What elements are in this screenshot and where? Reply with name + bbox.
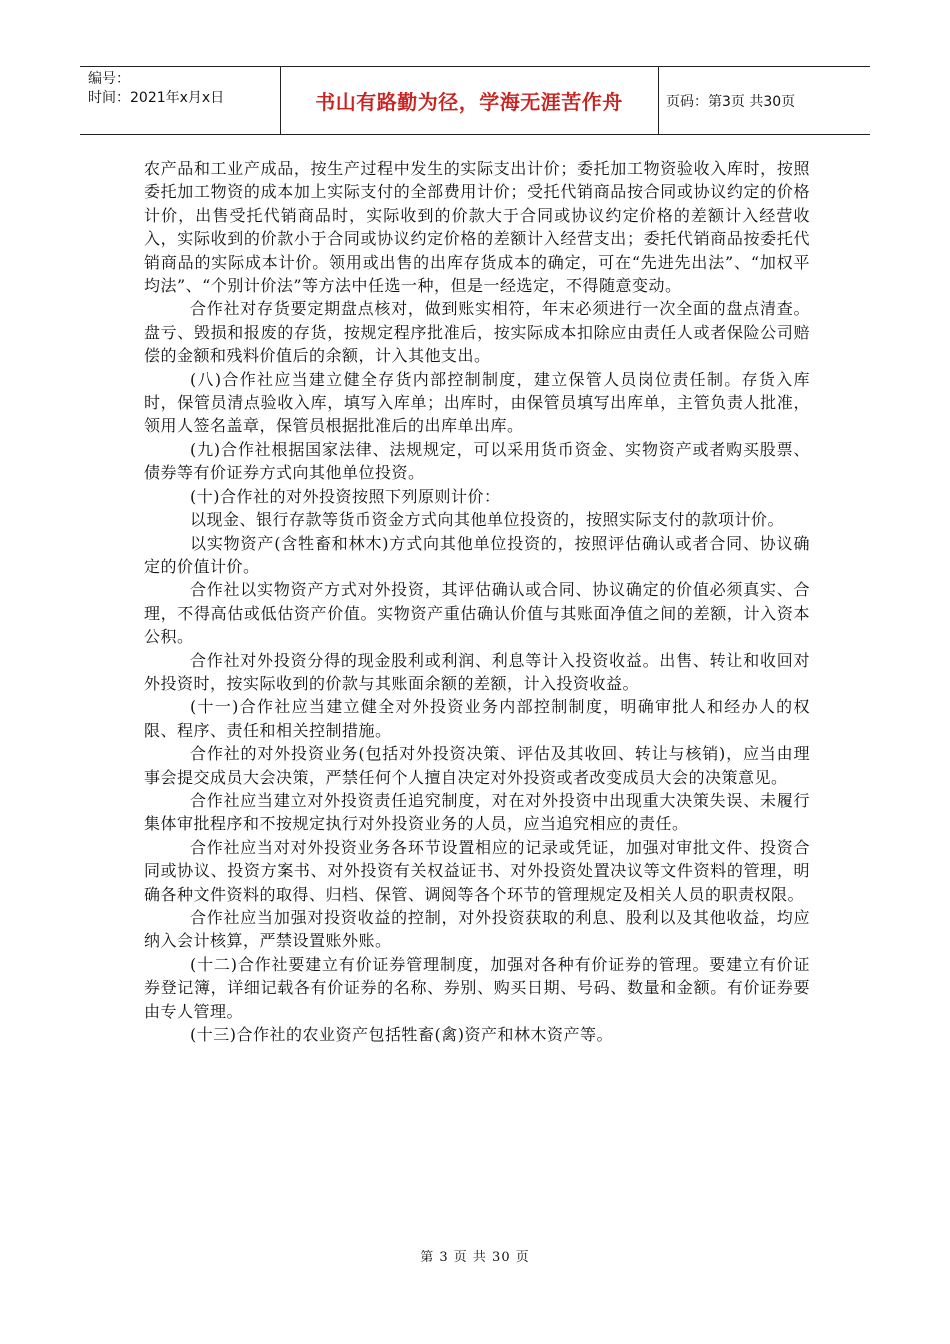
body-paragraph: 合作社对外投资分得的现金股利或利润、利息等计入投资收益。出售、转让和收回对外投资时，按实际收到的价款与其账面余额的差额，计入投资收益。 bbox=[144, 650, 810, 693]
header-page-number: 页码：第3页 共30页 bbox=[666, 93, 796, 110]
body-paragraph: 合作社应当建立对外投资责任追究制度，对在对外投资中出现重大决策失误、未履行集体审批程序和不按规定执行对外投资业务的人员，应当追究相应的责任。 bbox=[144, 790, 810, 834]
body-paragraph: (十)合作社的对外投资按照下列原则计价： bbox=[190, 486, 501, 506]
body-paragraph: (九)合作社根据国家法律、法规规定，可以采用货币资金、实物资产或者购买股票、债券等有价证券方式向其他单位投资。 bbox=[144, 439, 810, 483]
body-paragraph: (十一)合作社应当建立健全对外投资业务内部控制制度，明确审批人和经办人的权限、程序、责任和相关控制措施。 bbox=[144, 697, 810, 740]
body-paragraph: 合作社对存货要定期盘点核对，做到账实相符，年末必须进行一次全面的盘点清查。盘亏、毁损和报废的存货，按规定程序批准后，按实际成本扣除应由责任人或者保险公司赔偿的金额和残料价值后的余额，计入其他支出。 bbox=[144, 299, 810, 366]
body-paragraph: (八)合作社应当建立健全存货内部控制制度，建立保管人员岗位责任制。存货入库时，保管员清点验收入库，填写入库单；出库时，由保管员填写出库单，主管负责人批准，领用人签名盖章，保管员根据批准后的出库单出库。 bbox=[144, 369, 810, 436]
body-paragraph: (十二)合作社要建立有价证券管理制度，加强对各种有价证券的管理。要建立有价证券登记簿，详细记载各有价证券的名称、券别、购买日期、号码、数量和金额。有价证券要由专人管理。 bbox=[144, 954, 810, 1021]
header-motto: 书山有路勤为径，学海无涯苦作舟 bbox=[315, 90, 623, 114]
body-paragraph: 合作社以实物资产方式对外投资，其评估确认或合同、协议确定的价值必须真实、合理，不得高估或低估资产价值。实物资产重估确认价值与其账面净值之间的差额，计入资本公积。 bbox=[144, 580, 810, 647]
body-paragraph: 以现金、银行存款等货币资金方式向其他单位投资的，按照实际支付的款项计价。 bbox=[190, 510, 785, 530]
body-paragraph: 以实物资产(含牲畜和林木)方式向其他单位投资的，按照评估确认或者合同、协议确定的价值计价。 bbox=[144, 533, 810, 576]
body-paragraph: 合作社的对外投资业务(包括对外投资决策、评估及其收回、转让与核销)，应当由理事会提交成员大会决策，严禁任何个人擅自决定对外投资或者改变成员大会的决策意见。 bbox=[144, 744, 810, 787]
header-meta bbox=[88, 70, 278, 108]
header-divider bbox=[658, 66, 659, 135]
body-paragraph: 合作社应当对对外投资业务各环节设置相应的记录或凭证，加强对审批文件、投资合同或协议、投资方案书、对外投资有关权益证书、对外投资处置决议等文件资料的管理，明确各种文件资料的取得、归档、保管、调阅等各个环节的管理规定及相关人员的职责权限。 bbox=[144, 837, 810, 904]
page-header bbox=[80, 66, 870, 136]
date-label: 时间：2021年x月x日 bbox=[88, 90, 225, 106]
body-paragraph: 合作社应当加强对投资收益的控制，对外投资获取的利息、股利以及其他收益，均应纳入会计核算，严禁设置账外账。 bbox=[144, 908, 810, 951]
body-paragraph: (十三)合作社的农业资产包括牲畜(禽)资产和林木资产等。 bbox=[190, 1025, 613, 1045]
serial-label: 编号： bbox=[88, 71, 130, 87]
body-paragraph: 农产品和工业产成品，按生产过程中发生的实际支出计价；委托加工物资验收入库时，按照委托加工物资的成本加上实际支付的全部费用计价；受托代销商品按合同或协议约定的价格计价，出售受托代销商品时，实际收到的价款大于合同或协议约定价格的差额计入经营收入，实际收到的价款小于合同或协议约定价格的差额计入经营支出；委托代销商品按委托代销商品的实际成本计价。领用或出售的出库存货成本的确定，可在“先进先出法”、“加权平均法”、“个别计价法”等方法中任选一种，但是一经选定，不得随意变动。 bbox=[144, 159, 810, 296]
page-footer: 第 3 页 共 30 页 bbox=[420, 1250, 530, 1265]
document-body bbox=[144, 157, 810, 1046]
